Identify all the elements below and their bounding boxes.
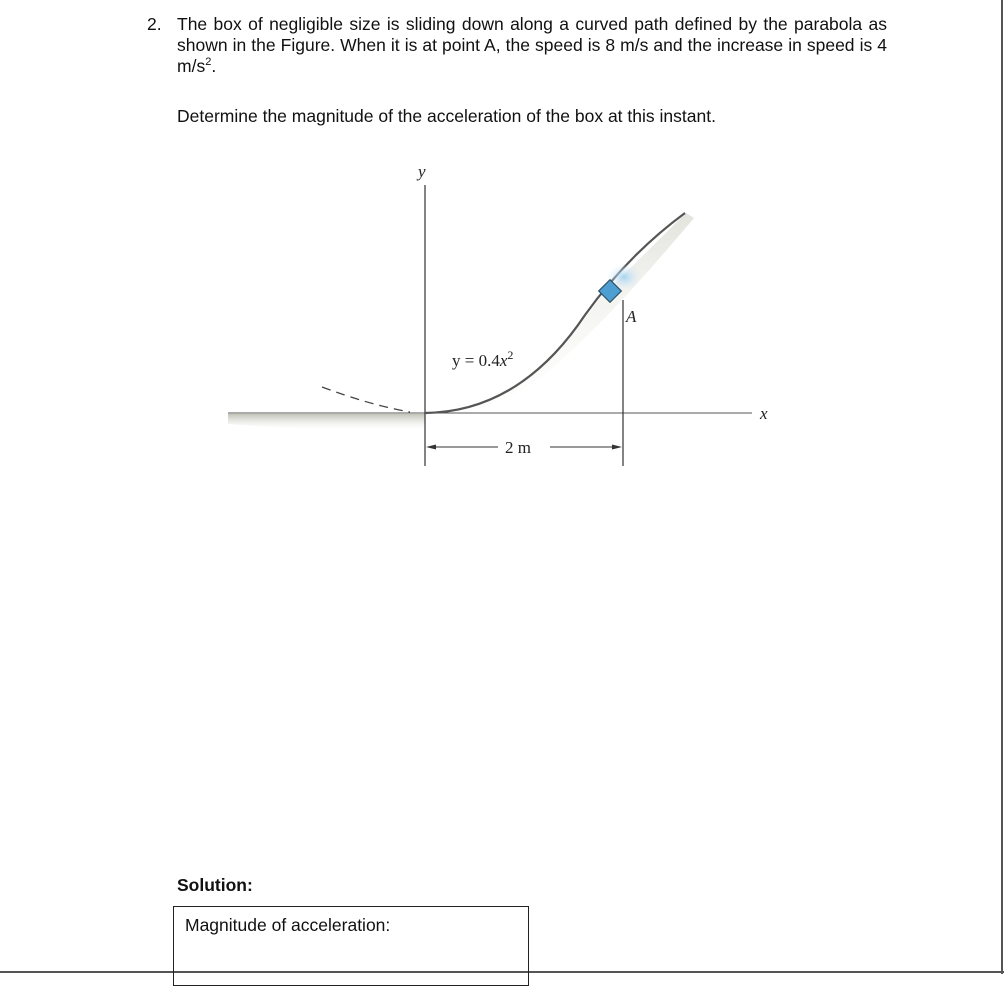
question-prompt: Determine the magnitude of the acceleration of the box at this instant.	[177, 106, 716, 126]
parabola-curve	[425, 213, 685, 413]
solution-label: Solution:	[177, 875, 253, 895]
x-axis-label: x	[760, 404, 768, 423]
answer-box[interactable]	[173, 906, 529, 986]
equation-exponent: 2	[507, 348, 514, 362]
question-body: The box of negligible size is sliding down along a curved path defined by the parabola as shown in the Figure. When it is at point A, the speed is 8 m/s and the increase in speed is 4 m/s	[177, 14, 887, 76]
question-superscript: 2	[205, 56, 212, 69]
question-number: 2.	[147, 14, 162, 34]
curve-shadow	[425, 213, 694, 422]
ground-shadow	[228, 414, 425, 429]
distance-label: 2 m	[505, 438, 531, 457]
answer-label: Magnitude of acceleration:	[185, 915, 391, 935]
question-period: .	[211, 56, 217, 76]
point-a-label: A	[626, 307, 637, 326]
dimension-arrow-left	[426, 445, 436, 450]
dimension-arrow-right	[612, 445, 622, 450]
y-axis-label: y	[418, 162, 426, 181]
parabola-dashed-extension	[322, 387, 410, 412]
equation-variable: x	[499, 351, 508, 370]
equation-lhs: y = 0.4	[452, 351, 500, 370]
parabola-equation	[452, 348, 513, 370]
